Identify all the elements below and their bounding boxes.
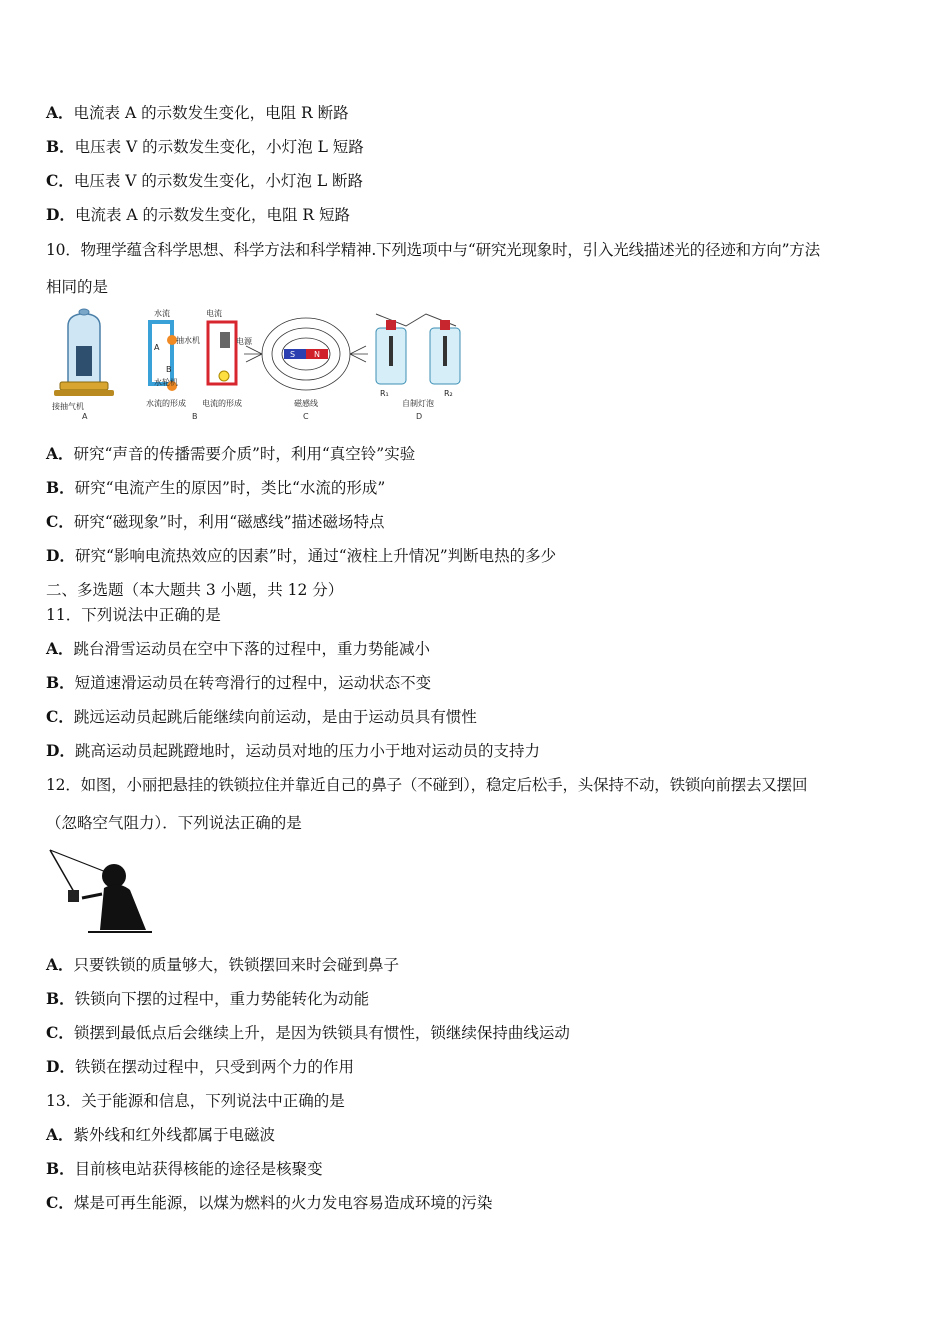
option-text: 研究“声音的传播需要介质”时，利用“真空铃”实验 [73, 445, 416, 463]
option-text: 铁锁向下摆的过程中，重力势能转化为动能 [74, 990, 370, 1008]
fig-b-current: 电流 [206, 309, 222, 318]
fig-d-r1: R₁ [380, 389, 389, 398]
q9-option-b [46, 137, 364, 157]
q10-option-b [46, 478, 385, 498]
option-text: 只要铁锁的质量够大，铁锁摆回来时会碰到鼻子 [73, 956, 400, 974]
option-text: 紫外线和红外线都属于电磁波 [73, 1126, 276, 1144]
q10-option-d [46, 546, 556, 566]
q11-option-c [46, 707, 477, 727]
fig-b-point-a: A [154, 343, 160, 352]
fig-b-pump: 抽水机 [176, 336, 200, 345]
fig-b-point-b: B [166, 365, 172, 374]
option-text: 研究“电流产生的原因”时，类比“水流的形成” [74, 479, 386, 497]
girl-head-icon [102, 864, 126, 888]
heating-jars-figure [376, 314, 460, 421]
option-letter: B． [46, 1159, 75, 1178]
q9-option-d [46, 205, 350, 225]
option-letter: A． [46, 103, 74, 122]
option-letter: D． [46, 741, 75, 760]
iron-lock-icon [68, 890, 79, 902]
option-text: 电压表 V 的示数发生变化，小灯泡 L 短路 [74, 138, 364, 156]
q12-pendulum-figure [48, 844, 158, 940]
q10-figure [46, 306, 486, 426]
fig-d-label: 自制灯泡 [402, 399, 434, 408]
option-text: 目前核电站获得核能的途径是核聚变 [74, 1160, 323, 1178]
q12-option-d [46, 1057, 354, 1077]
option-letter: C． [46, 707, 74, 726]
q12-stem-line1: 12．如图，小丽把悬挂的铁锁拉住并靠近自己的鼻子（不碰到），稳定后松手，头保持不动，铁锁向前摆去又摆回 [46, 776, 808, 794]
option-text: 铁锁在摆动过程中，只受到两个力的作用 [74, 1058, 354, 1076]
q12-option-c [46, 1023, 570, 1043]
q11-option-a [46, 639, 430, 659]
q13-option-c [46, 1193, 492, 1213]
q9-option-c [46, 171, 363, 191]
girl-body-icon [100, 884, 146, 930]
option-letter: B． [46, 478, 75, 497]
option-letter: D． [46, 205, 75, 224]
option-text: 跳远运动员起跳后能继续向前运动，是由于运动员具有惯性 [73, 708, 477, 726]
option-text: 跳台滑雪运动员在空中下落的过程中，重力势能减小 [73, 640, 431, 658]
option-text: 锁摆到最低点后会继续上升，是因为铁锁具有惯性，锁继续保持曲线运动 [73, 1024, 570, 1042]
option-text: 短道速滑运动员在转弯滑行的过程中，运动状态不变 [74, 674, 432, 692]
fig-c-letter: C [303, 412, 309, 421]
option-text: 研究“影响电流热效应的因素”时，通过“液柱上升情况”判断电热的多少 [74, 547, 557, 565]
option-letter: D． [46, 1057, 75, 1076]
option-letter: C． [46, 512, 74, 531]
q10-stem-line2: 相同的是 [46, 278, 109, 296]
water-current-analogy-figure [146, 308, 253, 421]
q13-stem: 13．关于能源和信息，下列说法中正确的是 [46, 1092, 345, 1110]
q11-option-d [46, 741, 540, 761]
option-letter: A． [46, 444, 74, 463]
fig-b-turbine: 水轮机 [154, 378, 178, 387]
q12-option-b [46, 989, 369, 1009]
fig-b-water-flow: 水流 [154, 309, 170, 318]
fig-b-letter: B [192, 412, 198, 421]
bell-jar-figure [52, 309, 114, 421]
option-text: 电流表 A 的示数发生变化，电阻 R 短路 [74, 206, 351, 224]
option-letter: C． [46, 1193, 74, 1212]
fig-c-s: S [290, 350, 296, 359]
fig-b-caption2: 电流的形成 [202, 399, 242, 408]
option-letter: A． [46, 639, 74, 658]
fig-d-r2: R₂ [444, 389, 453, 398]
option-text: 电流表 A 的示数发生变化，电阻 R 断路 [73, 104, 349, 122]
q11-stem: 11．下列说法中正确的是 [46, 606, 221, 624]
option-letter: C． [46, 171, 74, 190]
fig-c-label: 磁感线 [294, 399, 318, 408]
fig-c-n: N [314, 350, 320, 359]
fig-b-source: 电源 [236, 337, 252, 346]
magnetic-field-lines-figure [244, 318, 368, 421]
option-letter: A． [46, 1125, 74, 1144]
q12-stem-line2: （忽略空气阻力）．下列说法正确的是 [46, 814, 302, 832]
option-letter: D． [46, 546, 75, 565]
fig-a-letter: A [82, 412, 88, 421]
q11-option-b [46, 673, 431, 693]
option-text: 跳高运动员起跳蹬地时，运动员对地的压力小于地对运动员的支持力 [74, 742, 540, 760]
option-letter: B． [46, 673, 75, 692]
option-letter: A． [46, 955, 74, 974]
q10-stem-line1: 10．物理学蕴含科学思想、科学方法和科学精神.下列选项中与“研究光现象时，引入光线描述光的径迹和方向”方法 [46, 241, 820, 259]
option-text: 电压表 V 的示数发生变化，小灯泡 L 断路 [73, 172, 364, 190]
q12-option-a [46, 955, 399, 975]
q10-option-c [46, 512, 385, 532]
option-letter: B． [46, 989, 75, 1008]
section-title: 二、多选题（本大题共 3 小题，共 12 分） [46, 581, 344, 599]
fig-b-caption1: 水流的形成 [146, 399, 186, 408]
fig-d-letter: D [416, 412, 423, 421]
option-letter: C． [46, 1023, 74, 1042]
q10-option-a [46, 444, 415, 464]
option-text: 煤是可再生能源，以煤为燃料的火力发电容易造成环境的污染 [73, 1194, 493, 1212]
q9-option-a [46, 103, 349, 123]
pendulum-string [50, 850, 74, 892]
fig-a-label: 接抽气机 [52, 402, 84, 411]
q13-option-b [46, 1159, 323, 1179]
q13-option-a [46, 1125, 275, 1145]
option-letter: B． [46, 137, 75, 156]
option-text: 研究“磁现象”时，利用“磁感线”描述磁场特点 [73, 513, 385, 531]
